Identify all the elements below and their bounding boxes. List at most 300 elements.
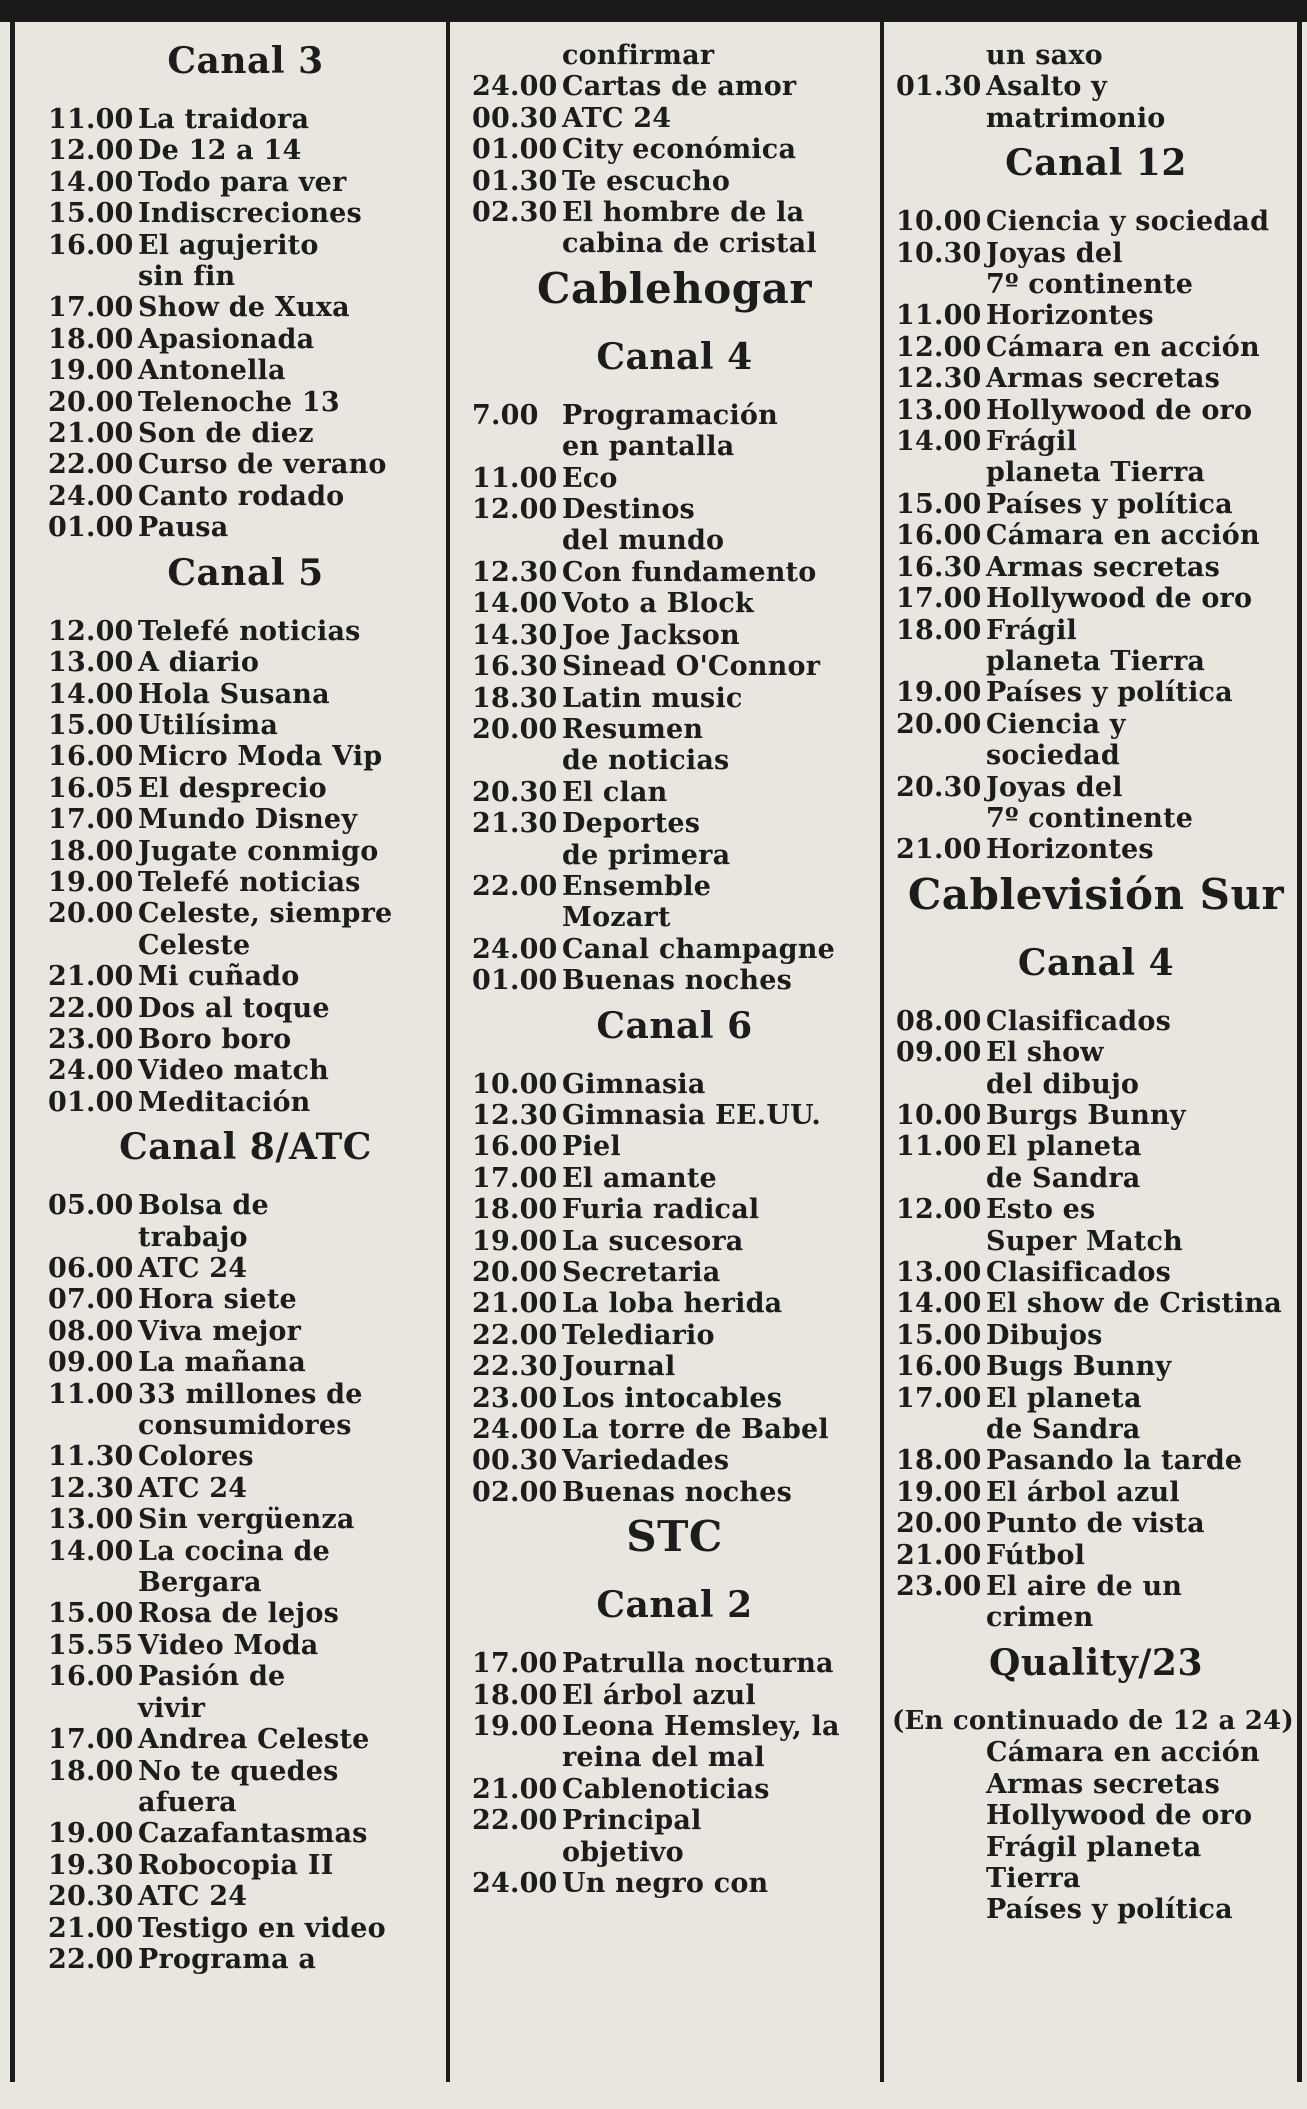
listing-time: 14.00: [472, 588, 558, 620]
listing-show: ATC 24: [562, 102, 672, 134]
listing-show: Asalto y: [986, 71, 1108, 103]
listing-time: 10.00: [896, 206, 982, 238]
listing-time: 14.00: [48, 678, 134, 710]
listing-row: [472, 1069, 877, 1100]
listing-row: [48, 324, 443, 355]
listing-row: [48, 1598, 443, 1629]
listing-show: Video Moda: [138, 1629, 319, 1661]
listing-row: [896, 1194, 1296, 1225]
listing-row: [48, 836, 443, 867]
listing-show-continued: planeta Tierra: [986, 457, 1206, 489]
listing-time: 20.30: [472, 776, 558, 808]
listing-show: Meditación: [138, 1086, 311, 1118]
listing-row: [48, 867, 443, 898]
listing-show: El planeta: [986, 1131, 1142, 1163]
listing-time: 24.00: [472, 1414, 558, 1446]
listing-row: [48, 1190, 443, 1221]
listing-time: 24.00: [472, 1868, 558, 1900]
listing-time: 16.05: [48, 772, 134, 804]
listing-show-continued: 7º continente: [986, 269, 1194, 301]
listing-row: [48, 1504, 443, 1535]
listing-row: [472, 1711, 877, 1742]
listing-show: Indiscreciones: [138, 198, 362, 230]
listing-row: [48, 135, 443, 166]
listing-time: 12.30: [472, 556, 558, 588]
listing-show-continued: de Sandra: [986, 1162, 1141, 1194]
listing-row: [48, 387, 443, 418]
listing-show-continued: del mundo: [562, 525, 725, 557]
listing-time: 12.00: [48, 135, 134, 167]
listing-show: Pasión de: [138, 1661, 286, 1693]
listing-show: El árbol azul: [562, 1679, 756, 1711]
listing-show: Dos al toque: [138, 992, 330, 1024]
listing-time: 20.00: [896, 1508, 982, 1540]
listing-show: Variedades: [562, 1445, 730, 1477]
listing-show: La sucesora: [562, 1225, 744, 1257]
listing-row: [896, 206, 1296, 237]
channel-header: Canal 2: [596, 1584, 753, 1627]
listing-show: El planeta: [986, 1382, 1142, 1414]
listing-row: [472, 1414, 877, 1445]
listing-show: El desprecio: [138, 772, 327, 804]
listing-time: 02.00: [472, 1476, 558, 1508]
listing-show-continued: de primera: [562, 839, 731, 871]
listing-time: 24.00: [472, 71, 558, 103]
listing-row: [472, 1805, 877, 1836]
listing-time: 09.00: [48, 1347, 134, 1379]
listing-row: [48, 418, 443, 449]
listing-time: 7.00: [472, 399, 539, 431]
listing-show: Punto de vista: [986, 1508, 1205, 1540]
listing-show: Furia radical: [562, 1194, 760, 1226]
listing-time: 20.00: [472, 713, 558, 745]
listing-row: [48, 1818, 443, 1849]
listing-row: [48, 1630, 443, 1661]
listing-show-continued: matrimonio: [986, 102, 1166, 134]
listing-show-continued: de noticias: [562, 745, 730, 777]
listing-time: 21.00: [896, 1539, 982, 1571]
listing-show: Celeste, siempre: [138, 898, 393, 930]
listing-row: [896, 300, 1296, 331]
listing-time: 19.00: [48, 1818, 134, 1850]
listing-column-2: [472, 40, 877, 1900]
channel-header: Canal 8/ATC: [119, 1126, 372, 1169]
listing-row: [472, 808, 877, 839]
listing-row: [896, 1037, 1296, 1068]
listing-show: Hollywood de oro: [986, 394, 1253, 426]
listing-row: [48, 1913, 443, 1944]
listing-show: Voto a Block: [562, 588, 754, 620]
listing-show: Armas secretas: [986, 1768, 1221, 1800]
listing-row: [472, 1351, 877, 1382]
listing-row: [472, 965, 877, 996]
listing-time: 23.00: [472, 1382, 558, 1414]
listing-show: Antonella: [138, 355, 286, 387]
listing-time: 13.00: [48, 647, 134, 679]
listing-time: 21.30: [472, 808, 558, 840]
listing-show: No te quedes: [138, 1755, 339, 1787]
listing-show: Te escucho: [562, 165, 731, 197]
listing-show-continued: Super Match: [986, 1225, 1183, 1257]
listing-show-continued: objetivo: [562, 1836, 684, 1868]
listing-show-continued: crimen: [986, 1602, 1094, 1634]
listing-time: 20.00: [896, 708, 982, 740]
listing-time: 19.00: [48, 355, 134, 387]
listing-time: 19.00: [896, 1476, 982, 1508]
listing-row: [48, 512, 443, 543]
listing-time: 12.00: [48, 615, 134, 647]
listing-time: 19.30: [48, 1849, 134, 1881]
listing-show-continued: planeta Tierra: [986, 645, 1206, 677]
listing-show: Leona Hemsley, la: [562, 1711, 840, 1743]
listing-time: 15.00: [896, 1319, 982, 1351]
listing-show: Telefé noticias: [138, 866, 361, 898]
listing-row: [472, 400, 877, 431]
listing-time: 20.00: [48, 898, 134, 930]
listing-row: [48, 1756, 443, 1787]
listing-time: 21.00: [472, 1773, 558, 1805]
listing-row: [48, 1024, 443, 1055]
listing-show: La cocina de: [138, 1535, 331, 1567]
listing-row: [896, 772, 1296, 803]
listing-show: Cazafantasmas: [138, 1818, 368, 1850]
listing-row: [48, 1253, 443, 1284]
listing-time: 18.00: [48, 323, 134, 355]
listing-time: 20.30: [48, 1881, 134, 1913]
listing-show-continued: sin fin: [138, 261, 236, 293]
listing-row: [472, 1257, 877, 1288]
listing-show: Horizontes: [986, 300, 1154, 332]
listing-show: El aire de un: [986, 1571, 1183, 1603]
listing-time: 19.00: [48, 866, 134, 898]
listing-show: Bolsa de: [138, 1190, 269, 1222]
listing-time: 01.30: [896, 71, 982, 103]
listing-show: Testigo en video: [138, 1912, 386, 1944]
listing-time: 10.30: [896, 237, 982, 269]
listing-show: Journal: [562, 1351, 676, 1383]
listing-show: El clan: [562, 776, 668, 808]
listing-row: [472, 1320, 877, 1351]
listing-row: [48, 710, 443, 741]
listing-time: 13.00: [896, 394, 982, 426]
listing-time: 11.00: [896, 300, 982, 332]
listing-row: [472, 463, 877, 494]
listing-time: 17.00: [48, 804, 134, 836]
listing-time: 24.00: [48, 480, 134, 512]
channel-header: Canal 12: [1005, 142, 1187, 185]
listing-time: 12.30: [472, 1099, 558, 1131]
listing-show: Dibujos: [986, 1319, 1103, 1351]
channel-header: Canal 5: [167, 551, 324, 594]
listing-row: [472, 1680, 877, 1711]
listing-row: [896, 426, 1296, 457]
listing-show: De 12 a 14: [138, 135, 302, 167]
listing-row: [472, 683, 877, 714]
listing-time: 18.00: [472, 1194, 558, 1226]
listing-row: [48, 355, 443, 386]
listing-show: El agujerito: [138, 229, 319, 261]
listing-time: 18.00: [896, 614, 982, 646]
listing-row: [48, 1087, 443, 1118]
listing-show: Cartas de amor: [562, 71, 797, 103]
listing-row: [896, 583, 1296, 614]
listing-row: [896, 1320, 1296, 1351]
listing-row: [472, 494, 877, 525]
listing-show: ATC 24: [138, 1253, 248, 1284]
listing-show: Micro Moda Vip: [138, 741, 383, 773]
listing-row: [472, 588, 877, 619]
listing-row: [896, 1257, 1296, 1288]
listing-row: [48, 993, 443, 1024]
listing-row: [472, 1383, 877, 1414]
listing-row: [48, 1284, 443, 1315]
listing-show: Robocopia II: [138, 1849, 334, 1881]
listing-show-continued: Mozart: [562, 902, 671, 934]
listing-row: [896, 238, 1296, 269]
listing-time: 21.00: [472, 1288, 558, 1320]
listing-show-continued: de Sandra: [986, 1414, 1141, 1446]
listing-row: [472, 871, 877, 902]
listing-row: [472, 934, 877, 965]
listing-show: Son de diez: [138, 418, 314, 450]
listing-show: Cámara en acción: [986, 520, 1260, 552]
listing-show: Telefé noticias: [138, 615, 361, 647]
listing-show: Buenas noches: [562, 1476, 793, 1508]
listing-show: Latin music: [562, 682, 743, 714]
listing-show: City económica: [562, 134, 797, 166]
listing-show: Jugate conmigo: [138, 835, 379, 867]
listing-row: [896, 1383, 1296, 1414]
listing-time: 21.00: [48, 418, 134, 450]
listing-row: [48, 1850, 443, 1881]
listing-time: 12.00: [896, 331, 982, 363]
listing-row: [896, 1006, 1296, 1037]
listing-row: [48, 1724, 443, 1755]
listing-time: 10.00: [896, 1099, 982, 1131]
listing-row: [48, 1661, 443, 1692]
listing-time: 22.30: [472, 1351, 558, 1383]
listing-time: 17.00: [896, 1382, 982, 1414]
listing-time: 22.00: [48, 449, 134, 481]
listing-time: 12.00: [896, 1194, 982, 1226]
listing-show: La torre de Babel: [562, 1414, 829, 1446]
listing-show: Gimnasia: [562, 1068, 706, 1100]
listing-time: 22.00: [472, 870, 558, 902]
listing-show: Hollywood de oro: [986, 1800, 1253, 1832]
listing-time: 01.00: [472, 134, 558, 166]
listing-show: Telediario: [562, 1319, 715, 1351]
listing-show: Clasificados: [986, 1257, 1171, 1288]
listing-time: 16.00: [48, 1661, 134, 1693]
listing-time: 17.00: [48, 1724, 134, 1756]
listing-row: [48, 773, 443, 804]
listing-time: 22.00: [472, 1805, 558, 1837]
listing-row: [48, 449, 443, 480]
listing-time: 16.00: [896, 520, 982, 552]
listing-row: [896, 1571, 1296, 1602]
listing-show: Frágil planeta: [986, 1831, 1202, 1863]
listing-show: Hora siete: [138, 1284, 297, 1316]
listing-show-continued: reina del mal: [562, 1742, 765, 1774]
listing-time: 23.00: [48, 1023, 134, 1055]
listing-time: 21.00: [48, 1912, 134, 1944]
listing-column-3: [892, 40, 1296, 1926]
listing-show: ATC 24: [138, 1881, 248, 1913]
listing-show: Buenas noches: [562, 965, 793, 997]
listing-row: [896, 1131, 1296, 1162]
listing-row: [48, 1441, 443, 1472]
listing-time: 16.00: [48, 229, 134, 261]
listing-row: [896, 1100, 1296, 1131]
listing-show: Clasificados: [986, 1005, 1171, 1037]
listing-time: 14.00: [48, 1535, 134, 1567]
listing-show: Sinead O'Connor: [562, 651, 821, 683]
listing-row: [48, 104, 443, 135]
listing-show: Destinos: [562, 494, 695, 526]
listing-row: [48, 1536, 443, 1567]
listing-show: Programación: [562, 399, 778, 431]
listing-time: 16.00: [472, 1131, 558, 1163]
listing-time: 01.30: [472, 165, 558, 197]
listing-row: [48, 1881, 443, 1912]
listing-show: Cablenoticias: [562, 1773, 770, 1805]
listing-time: 18.00: [896, 1445, 982, 1477]
listing-show: Cámara en acción: [986, 331, 1260, 363]
listing-time: 18.30: [472, 682, 558, 714]
listing-time: 11.00: [896, 1131, 982, 1163]
listing-show: Armas secretas: [986, 551, 1221, 583]
listing-show: Canto rodado: [138, 480, 345, 512]
listing-row: [472, 1648, 877, 1679]
listing-show-continued: consumidores: [138, 1410, 352, 1442]
right-border: [1297, 22, 1302, 2082]
listing-row: [48, 647, 443, 678]
listing-show: El show de Cristina: [986, 1288, 1283, 1320]
channel-header: Canal 3: [167, 40, 324, 82]
channel-header: Canal 4: [1017, 941, 1175, 984]
listing-show: Utilísima: [138, 709, 279, 741]
listing-show: Horizontes: [986, 834, 1154, 866]
listing-time: 14.00: [896, 1288, 982, 1320]
listing-show: Deportes: [562, 808, 701, 840]
listing-show: Hollywood de oro: [986, 583, 1253, 615]
listing-row: [48, 1316, 443, 1347]
listing-time: 16.30: [472, 651, 558, 683]
listing-row: [896, 1540, 1296, 1571]
listing-show-continued: trabajo: [138, 1221, 248, 1253]
listing-show: Sin vergüenza: [138, 1504, 355, 1536]
listing-show: Viva mejor: [138, 1315, 302, 1347]
listing-show: Telenoche 13: [138, 386, 340, 418]
listing-time: 00.30: [472, 1445, 558, 1477]
listing-time: 01.00: [472, 965, 558, 997]
listing-row: [472, 166, 877, 197]
listing-time: 15.00: [896, 488, 982, 520]
listing-time: 20.00: [472, 1257, 558, 1288]
listing-time: 14.00: [896, 426, 982, 458]
left-border: [10, 22, 15, 2082]
listing-show: Patrulla nocturna: [562, 1648, 834, 1680]
listing-row: [472, 103, 877, 134]
listing-time: 18.00: [48, 1755, 134, 1787]
listing-time: 14.00: [48, 166, 134, 198]
listing-show: Cámara en acción: [986, 1737, 1260, 1769]
listing-time: 08.00: [48, 1315, 134, 1347]
listing-show: Burgs Bunny: [986, 1099, 1186, 1131]
listing-show: La mañana: [138, 1347, 306, 1379]
listing-time: 11.00: [472, 462, 558, 494]
listing-time: 19.00: [472, 1225, 558, 1257]
listing-row: [472, 71, 877, 102]
listing-show: Mundo Disney: [138, 804, 358, 836]
listing-show: Todo para ver: [138, 166, 347, 198]
listing-show: Esto es: [986, 1194, 1096, 1226]
listing-row: [472, 1163, 877, 1194]
listing-show: Países y política: [986, 1894, 1233, 1926]
listing-show: A diario: [138, 647, 260, 679]
listing-time: 19.00: [472, 1711, 558, 1743]
listing-row: [472, 1194, 877, 1225]
listing-show: El amante: [562, 1162, 717, 1194]
listing-time: 01.00: [48, 1086, 134, 1118]
listing-row: [896, 615, 1296, 646]
listing-time: 17.00: [48, 292, 134, 324]
listing-time: 16.00: [48, 741, 134, 773]
listing-row: [48, 898, 443, 929]
listing-show: Curso de verano: [138, 449, 387, 481]
listing-time: 11.00: [48, 1378, 134, 1410]
listing-show: Pausa: [138, 512, 229, 544]
listing-show: Ensemble: [562, 870, 712, 902]
listing-column-1: [48, 38, 443, 1975]
listing-row: [896, 1445, 1296, 1476]
listing-show: Armas secretas: [986, 363, 1221, 395]
listing-time: 20.00: [48, 386, 134, 418]
listing-row: [472, 1131, 877, 1162]
listing-row: [472, 1477, 877, 1508]
listing-time: 10.00: [472, 1068, 558, 1100]
column-divider: [446, 22, 450, 2082]
channel-header: Canal 4: [596, 335, 753, 378]
listing-show: Video match: [138, 1055, 330, 1087]
listing-row: [48, 198, 443, 229]
listing-row: [896, 363, 1296, 394]
listing-show-continued: vivir: [138, 1692, 206, 1724]
listing-row: [896, 520, 1296, 551]
listing-time: 15.00: [48, 709, 134, 741]
listing-time: 02.30: [472, 197, 558, 229]
listing-show: Un negro con: [562, 1868, 769, 1900]
listing-show-continued: Bergara: [138, 1567, 262, 1599]
listing-show: Fútbol: [986, 1539, 1086, 1571]
listing-row: [472, 1868, 877, 1899]
listing-show: Hola Susana: [138, 678, 330, 710]
listing-show: Joyas del: [986, 237, 1123, 269]
listing-time: 13.00: [896, 1257, 982, 1288]
listing-row: [48, 1473, 443, 1504]
listing-show: Show de Xuxa: [138, 292, 350, 324]
listing-time: 00.30: [472, 102, 558, 134]
listing-show: Joe Jackson: [562, 619, 740, 651]
listing-time: 24.00: [472, 933, 558, 965]
listing-show: Piel: [562, 1131, 621, 1163]
listing-show: ATC 24: [138, 1472, 248, 1504]
channel-header: Canal 6: [596, 1004, 753, 1047]
listing-show-continued: cabina de cristal: [562, 228, 817, 260]
listing-show: Tierra: [986, 1862, 1081, 1894]
listing-row: [472, 197, 877, 228]
listing-time: 05.00: [48, 1190, 134, 1222]
